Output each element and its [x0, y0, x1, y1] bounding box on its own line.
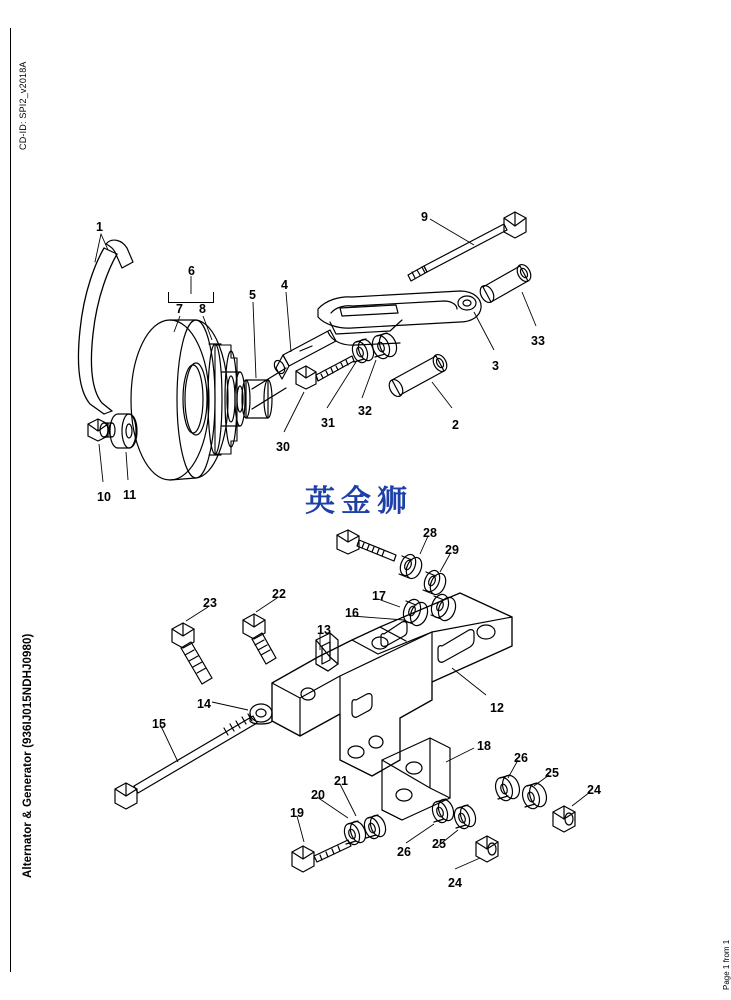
callout-20: 20	[311, 788, 325, 802]
callout-28: 28	[423, 526, 437, 540]
group-bracket-6	[168, 292, 214, 303]
callout-25-lower: 25	[432, 837, 446, 851]
page-title: Alternator & Generator (936IJ015NDHJ0980)	[22, 633, 34, 878]
callout-9: 9	[421, 210, 428, 224]
callout-16: 16	[345, 606, 359, 620]
cd-id-label: CD-ID: SPI2_v2018A	[18, 61, 28, 150]
callout-23: 23	[203, 596, 217, 610]
callout-29: 29	[445, 543, 459, 557]
callout-12: 12	[490, 701, 504, 715]
callout-8: 8	[199, 302, 206, 316]
callout-15: 15	[152, 717, 166, 731]
callout-30: 30	[276, 440, 290, 454]
callout-26-lower: 26	[397, 845, 411, 859]
callout-6: 6	[188, 264, 195, 278]
watermark-text: 英金狮	[305, 484, 413, 519]
callout-19: 19	[290, 806, 304, 820]
page-number-label: Page 1 from 1	[722, 939, 731, 990]
callout-31: 31	[321, 416, 335, 430]
callout-18: 18	[477, 739, 491, 753]
callout-3: 3	[492, 359, 499, 373]
callout-10: 10	[97, 490, 111, 504]
callout-13: 13	[317, 623, 331, 637]
callout-17: 17	[372, 589, 386, 603]
callout-4: 4	[281, 278, 288, 292]
callout-24-lower: 24	[448, 876, 462, 890]
callout-25-right: 25	[545, 766, 559, 780]
callout-26-right: 26	[514, 751, 528, 765]
callout-7: 7	[176, 302, 183, 316]
callout-24-right: 24	[587, 783, 601, 797]
callout-32: 32	[358, 404, 372, 418]
callout-21: 21	[334, 774, 348, 788]
callout-5: 5	[249, 288, 256, 302]
callout-22: 22	[272, 587, 286, 601]
callout-11: 11	[123, 488, 137, 502]
callout-33: 33	[531, 334, 545, 348]
callout-1: 1	[96, 220, 103, 234]
callout-2: 2	[452, 418, 459, 432]
callout-14: 14	[197, 697, 211, 711]
